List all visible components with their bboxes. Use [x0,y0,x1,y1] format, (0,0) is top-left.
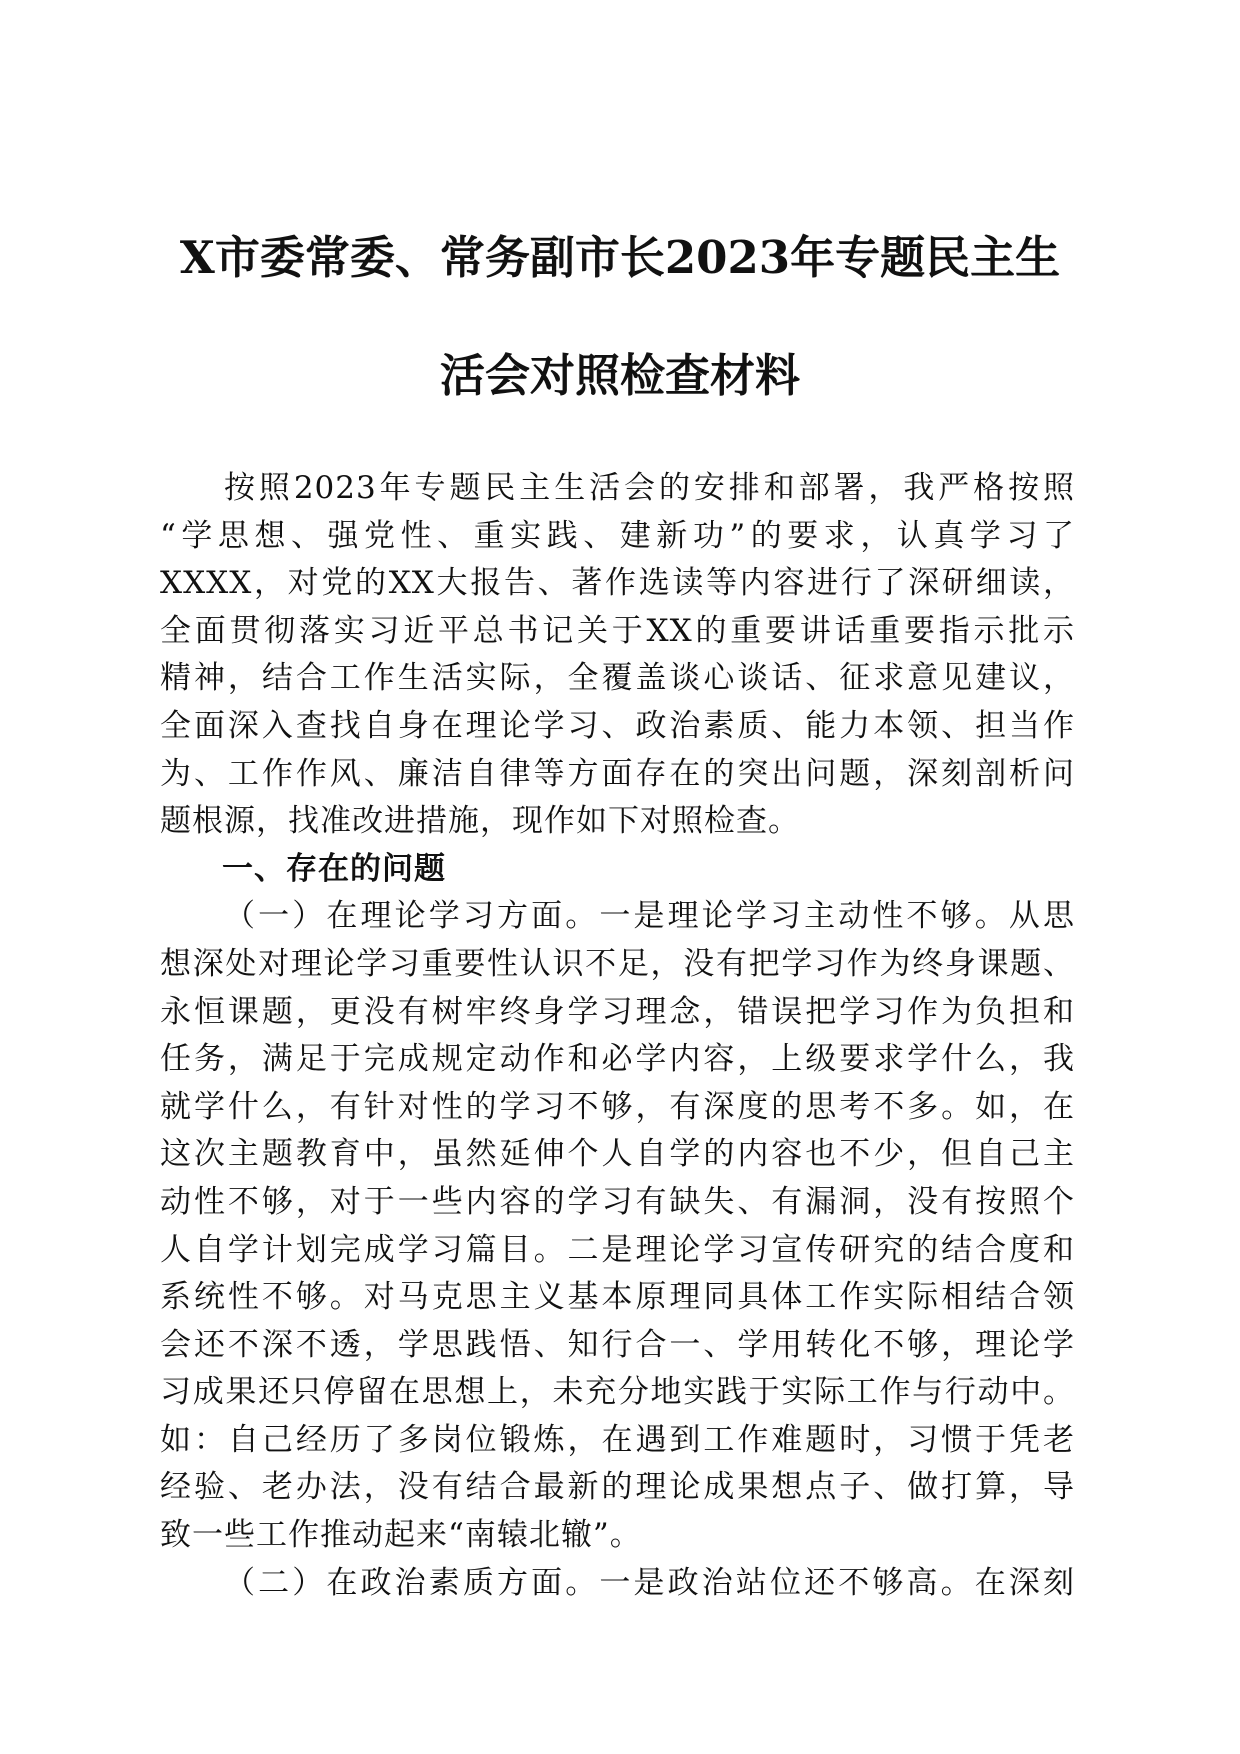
paragraph-line: 人自学计划完成学习篇目。二是理论学习宣传研究的结合度和 [160,1231,1075,1268]
paragraph-line: 全面深入查找自身在理论学习、政治素质、能力本领、担当作 [160,707,1075,744]
paragraph-line: 全面贯彻落实习近平总书记关于XX的重要讲话重要指示批示 [160,612,1075,649]
paragraph-line: （一）在理论学习方面。一是理论学习主动性不够。从思 [224,898,1075,935]
paragraph-line: 题根源，找准改进措施，现作如下对照检查。 [160,803,800,840]
document-title-line-1: X市委常委、常务副市长2023年专题民主生 [179,231,1061,284]
document-body [160,465,1075,1607]
paragraph-line: 如：自己经历了多岗位锻炼，在遇到工作难题时，习惯于凭老 [160,1421,1075,1458]
section-heading: 一、存在的问题 [222,850,446,887]
paragraph-line: 致一些工作推动起来“南辕北辙”。 [160,1517,642,1554]
paragraph-line: “学思想、强党性、重实践、建新功”的要求，认真学习了 [160,517,1075,554]
paragraph-line: 系统性不够。对马克思主义基本原理同具体工作实际相结合领 [160,1279,1075,1316]
paragraph-line: 就学什么，有针对性的学习不够，有深度的思考不多。如，在 [160,1088,1075,1125]
paragraph-line: 按照2023年专题民主生活会的安排和部署，我严格按照 [224,470,1075,506]
paragraph-line: 这次主题教育中，虽然延伸个人自学的内容也不少，但自己主 [160,1136,1075,1173]
paragraph-line: 经验、老办法，没有结合最新的理论成果想点子、做打算，导 [160,1469,1075,1506]
paragraph-line: 想深处对理论学习重要性认识不足，没有把学习作为终身课题、 [160,945,1075,982]
paragraph-line: 动性不够，对于一些内容的学习有缺失、有漏洞，没有按照个 [160,1183,1075,1220]
paragraph-line: 会还不深不透，学思践悟、知行合一、学用转化不够，理论学 [160,1326,1075,1363]
paragraph-line: 为、工作作风、廉洁自律等方面存在的突出问题，深刻剖析问 [160,755,1075,792]
paragraph-line: 永恒课题，更没有树牢终身学习理念，错误把学习作为负担和 [160,993,1075,1030]
paragraph-line: 精神，结合工作生活实际，全覆盖谈心谈话、征求意见建议， [160,660,1075,697]
paragraph-line: XXXX，对党的XX大报告、著作选读等内容进行了深研细读， [160,565,1075,602]
political-quality-paragraph [160,1560,1075,1608]
document-title-line-2: 活会对照检查材料 [439,349,800,402]
intro-paragraph [160,465,1075,846]
paragraph-line: 习成果还只停留在思想上，未充分地实践于实际工作与行动中。 [160,1374,1075,1411]
paragraph-line: 任务，满足于完成规定动作和必学内容，上级要求学什么，我 [160,1041,1075,1078]
theory-study-paragraph [160,893,1075,1559]
paragraph-line: （二）在政治素质方面。一是政治站位还不够高。在深刻 [224,1564,1075,1601]
